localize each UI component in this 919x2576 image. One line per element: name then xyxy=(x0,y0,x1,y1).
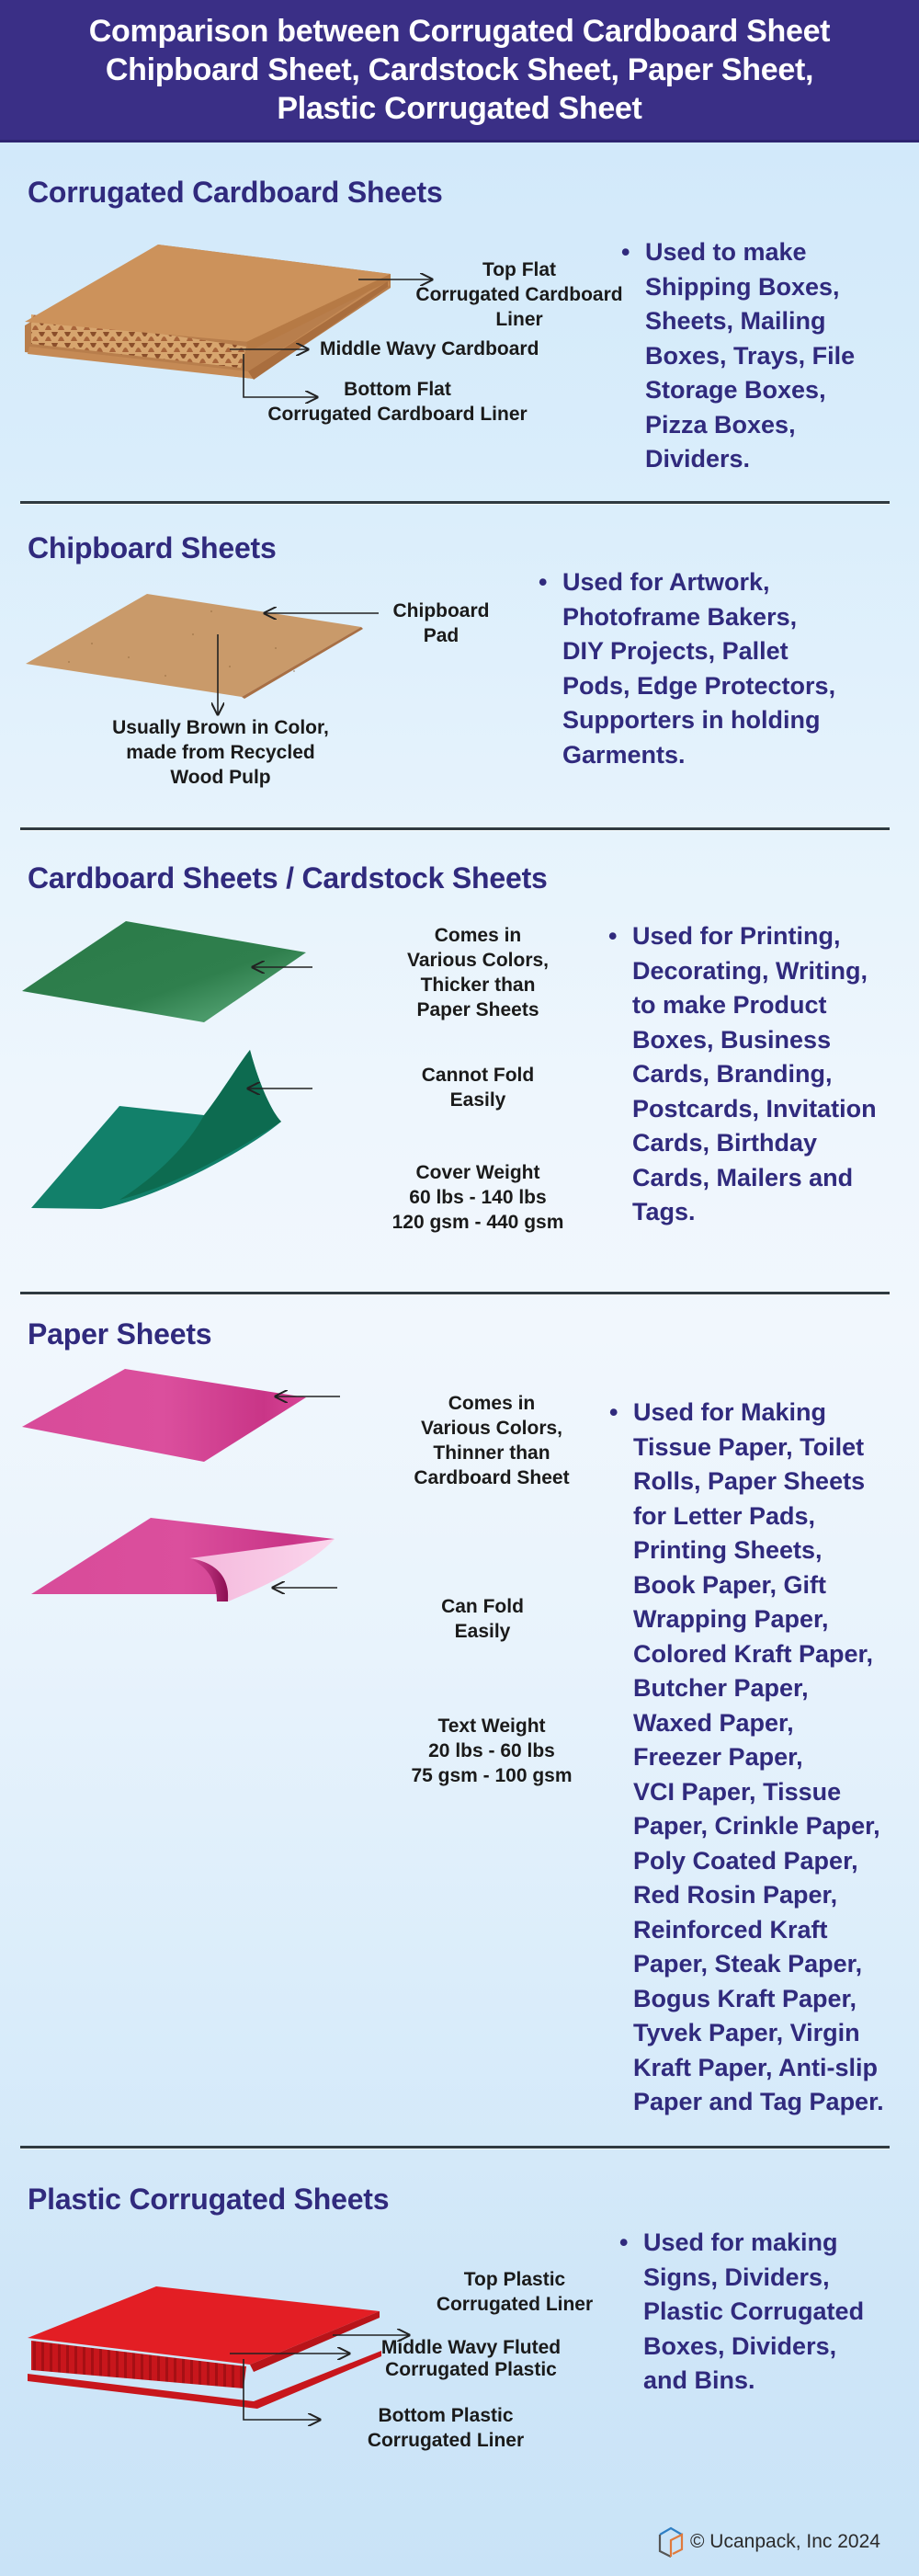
label-paper-colors: Comes in Various Colors, Thinner than Cardboard Sheet xyxy=(414,1393,570,1488)
paper-flat-illustration xyxy=(22,1369,306,1462)
bullet-dot: • xyxy=(608,922,618,950)
copyright-text: © Ucanpack, Inc 2024 xyxy=(690,2531,880,2552)
section-divider xyxy=(20,1292,890,1294)
uses-list-corrugated-cardboard: • Used to make Shipping Boxes, Sheets, Mailing Boxes, Trays, File Storage Boxes, Pizza Boxes, Dividers. xyxy=(645,235,855,477)
section-divider xyxy=(20,827,890,830)
label-cardstock-colors: Comes in Various Colors, Thicker than Paper Sheets xyxy=(406,925,550,1020)
label-chipboard-description: Usually Brown in Color, made from Recycled Wood Pulp xyxy=(112,717,329,788)
uses-list-paper: • Used for Making Tissue Paper, Toilet Rolls, Paper Sheets for Letter Pads, Printing Sheets, Book Paper, Gift Wrapping Paper, Colored Kraft Paper, Butcher Paper, Waxed Paper, Freezer Paper, VCI Paper, Tissue Paper, Crinkle Paper, Poly Coated Paper, Red Rosin Paper, Reinforced Kraft Paper, Steak Paper, Bogus Kraft Paper, Tyvek Paper, Virgin Kraft Paper, Anti-slip Paper and Tag Paper. xyxy=(633,1396,884,2120)
paper-folded-illustration xyxy=(31,1518,335,1601)
label-paper-fold: Can Fold Easily xyxy=(441,1596,524,1642)
header-title-line-2: Chipboard Sheet, Cardstock Sheet, Paper Sheet, xyxy=(105,52,814,87)
bullet-dot: • xyxy=(619,2228,629,2256)
header-title-line-1: Comparison between Corrugated Cardboard Sheet xyxy=(88,14,831,49)
cardstock-bent-illustration xyxy=(31,1050,281,1209)
section-title-chipboard: Chipboard Sheets xyxy=(28,531,277,564)
label-middle-fluted-plastic: Middle Wavy Fluted Corrugated Plastic xyxy=(380,2337,562,2380)
label-cardstock-weight: Cover Weight 60 lbs - 140 lbs 120 gsm - 440 gsm xyxy=(391,1162,564,1233)
section-divider xyxy=(20,501,890,504)
section-divider xyxy=(20,2146,890,2149)
uses-list-plastic-corrugated: • Used for making Signs, Dividers, Plastic Corrugated Boxes, Dividers, and Bins. xyxy=(643,2226,864,2399)
bullet-dot: • xyxy=(609,1398,618,1426)
label-chipboard-pad: Chipboard Pad xyxy=(392,600,490,646)
label-bottom-plastic-liner: Bottom Plastic Corrugated Liner xyxy=(367,2405,525,2451)
uses-list-chipboard: • Used for Artwork, Photoframe Bakers, DIY Projects, Pallet Pods, Edge Protectors, Supporters in holding Garments. xyxy=(562,565,835,772)
cube-logo-icon xyxy=(657,2525,685,2559)
label-bottom-flat-liner: Bottom Flat Corrugated Cardboard Liner xyxy=(267,379,528,425)
chipboard-illustration xyxy=(26,594,363,699)
uses-list-cardstock: • Used for Printing, Decorating, Writing, to make Product Boxes, Business Cards, Branding, Postcards, Invitation Cards, Birthday Cards, Mailers and Tags. xyxy=(632,919,877,1230)
section-title-paper: Paper Sheets xyxy=(28,1317,212,1351)
label-top-plastic-liner: Top Plastic Corrugated Liner xyxy=(436,2269,594,2315)
label-cardstock-fold: Cannot Fold Easily xyxy=(421,1065,535,1111)
plastic-corrugated-illustration xyxy=(28,2286,381,2409)
label-middle-wavy-cardboard: Middle Wavy Cardboard xyxy=(320,338,539,359)
cardstock-flat-illustration xyxy=(22,921,306,1022)
section-title-cardstock: Cardboard Sheets / Cardstock Sheets xyxy=(28,861,548,895)
bullet-dot: • xyxy=(539,568,548,596)
header-title-line-3: Plastic Corrugated Sheet xyxy=(277,91,642,126)
section-title-corrugated-cardboard: Corrugated Cardboard Sheets xyxy=(28,176,443,209)
label-top-flat-liner: Top Flat Corrugated Cardboard Liner xyxy=(415,259,623,330)
copyright-footer xyxy=(657,2525,880,2559)
bullet-dot: • xyxy=(621,238,630,266)
section-title-plastic-corrugated: Plastic Corrugated Sheets xyxy=(28,2183,390,2216)
label-paper-weight: Text Weight 20 lbs - 60 lbs 75 gsm - 100 gsm xyxy=(411,1715,573,1786)
